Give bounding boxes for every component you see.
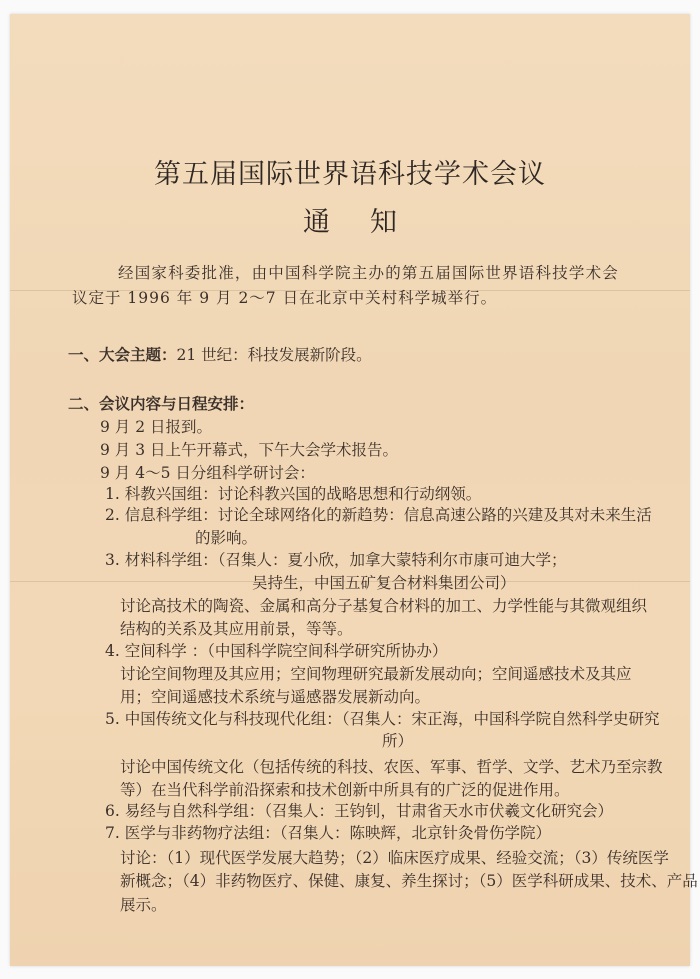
group-item-cont: 讨论中国传统文化（包括传统的科技、农医、军事、哲学、文学、艺术乃至宗教 (120, 758, 663, 776)
group-item: 6. 易经与自然科学组：（召集人：王钧钊，甘肃省天水市伏羲文化研究会） (105, 802, 613, 820)
schedule-line: 9 月 4～5 日分组科学研讨会： (100, 464, 315, 482)
group-item: 1. 科教兴国组：讨论科教兴国的战略思想和行动纲领。 (105, 485, 482, 503)
document-title: 第五届国际世界语科技学术会议 (154, 159, 546, 190)
group-item-cont: 用；空间遥感技术系统与遥感器发展新动向。 (120, 688, 431, 706)
schedule-line: 9 月 3 日上午开幕式，下午大会学术报告。 (100, 441, 399, 459)
intro-line: 议定于 1996 年 9 月 2～7 日在北京中关村科学城举行。 (72, 289, 498, 307)
document-subtitle: 通知 (303, 207, 437, 238)
group-item-cont: 展示。 (120, 896, 167, 914)
group-item: 3. 材料科学组：（召集人：夏小欣，加拿大蒙特利尔市康可迪大学； (105, 551, 567, 569)
group-item: 7. 医学与非药物疗法组：（召集人：陈映辉，北京针灸骨伤学院） (105, 824, 551, 842)
section-heading: 一、大会主题： (68, 345, 177, 364)
group-item-cont: 新概念；（4）非药物医疗、保健、康复、养生探讨；（5）医学科研成果、技术、产品 (120, 872, 698, 890)
schedule-line: 9 月 2 日报到。 (100, 418, 213, 436)
group-item-cont: 的影响。 (195, 529, 258, 547)
group-item-cont: 结构的关系及其应用前景，等等。 (120, 620, 353, 638)
group-item-cont: 讨论高技术的陶瓷、金属和高分子基复合材料的加工、力学性能与其微观组织 (120, 597, 648, 615)
section-heading: 二、会议内容与日程安排： (68, 394, 255, 413)
group-item-cont: 讨论空间物理及其应用；空间物理研究最新发展动向；空间遥感技术及其应 (120, 665, 632, 683)
group-item-cont: 讨论：（1）现代医学发展大趋势；（2）临床医疗成果、经验交流；（3）传统医学 (120, 849, 669, 867)
group-item-cont: 所） (382, 732, 414, 750)
group-item-cont: 等）在当代科学前沿探索和技术创新中所具有的广泛的促进作用。 (120, 781, 570, 799)
section-text: 21 世纪：科技发展新阶段。 (176, 346, 372, 364)
group-item: 4. 空间科学 ：（中国科学院空间科学研究所协办） (105, 642, 448, 660)
group-item: 2. 信息科学组：讨论全球网络化的新趋势：信息高速公路的兴建及其对未来生活 (105, 506, 652, 524)
section-1 (68, 345, 372, 365)
intro-line: 经国家科委批准，由中国科学院主办的第五届国际世界语科技学术会 (118, 264, 620, 282)
group-item: 5. 中国传统文化与科技现代化组：（召集人：宋正海，中国科学院自然科学史研究 (105, 710, 660, 728)
group-item-cont: 吴持生，中国五矿复合材料集团公司） (252, 574, 516, 592)
